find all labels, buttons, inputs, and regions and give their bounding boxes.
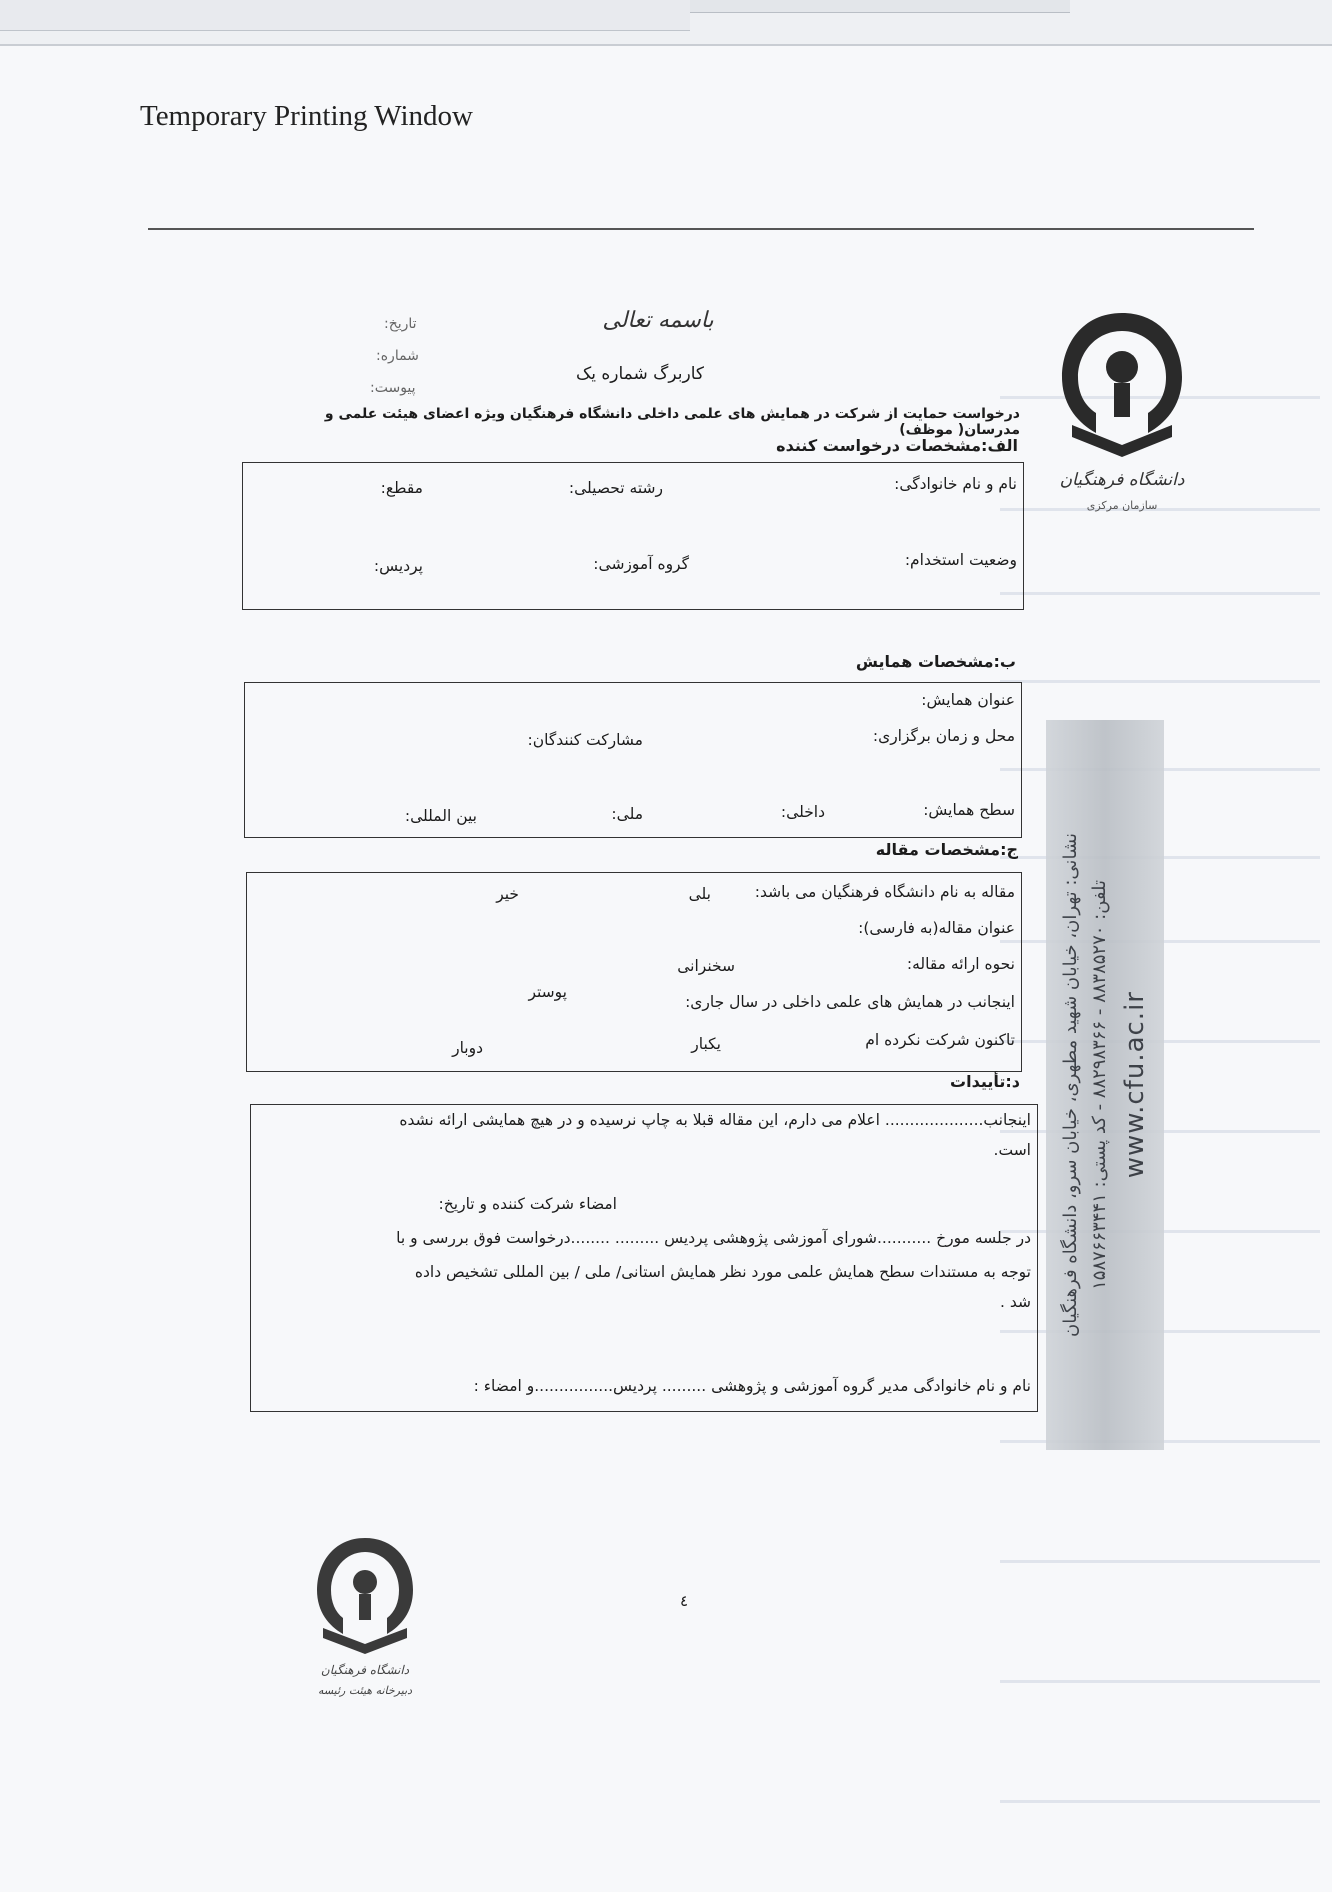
level-international: بین المللی: — [404, 807, 477, 825]
section-d-box — [250, 1104, 1038, 1412]
option-yes: بلی — [688, 885, 711, 903]
stamp-logo-name: دانشگاه فرهنگیان — [320, 1663, 410, 1677]
field-of-study-label: رشته تحصیلی: — [568, 479, 663, 497]
option-poster: پوستر — [528, 983, 567, 1001]
form-title: کاربرگ شماره یک — [576, 364, 704, 384]
option-no: خیر — [496, 885, 519, 903]
option-twice: دوبار — [452, 1039, 483, 1057]
page-edge — [690, 0, 1070, 13]
bleed-line — [1000, 1800, 1320, 1803]
signature-label: امضاء شرکت کننده و تاریخ: — [438, 1195, 617, 1213]
council-line-1: در جلسه مورخ ...........شورای آموزشی پژوهشی پردیس ......... ........درخواست فوق بررسی و با — [396, 1229, 1031, 1247]
council-line-3: شد . — [1000, 1293, 1031, 1311]
presentation-label: نحوه ارائه مقاله: — [906, 955, 1015, 973]
section-a-box — [242, 462, 1024, 610]
conference-title-label: عنوان همایش: — [921, 691, 1015, 709]
logo-name: دانشگاه فرهنگیان — [1059, 470, 1185, 490]
level-national: ملی: — [611, 805, 643, 823]
contact-url: www.cfu.ac.ir — [1120, 991, 1150, 1179]
bleed-line — [1000, 680, 1320, 683]
paper-title-label: عنوان مقاله(به فارسی): — [858, 919, 1015, 937]
declaration-line-1: اینجانب.................... اعلام می دارم، این مقاله قبلا به چاپ نرسیده و در هیچ همایشی ارائه نشده — [399, 1111, 1031, 1129]
contact-address: نشانی: تهران، خیابان شهید مطهری، خیابان سرو، دانشگاه فرهنگیان — [1060, 833, 1081, 1337]
page-number: ٤ — [680, 1592, 689, 1610]
print-window-title: Temporary Printing Window — [140, 100, 473, 132]
bleed-line — [1000, 1680, 1320, 1683]
venue-label: محل و زمان برگزاری: — [872, 727, 1015, 745]
dept-label: گروه آموزشی: — [593, 555, 689, 573]
council-line-2: توجه به مستندات سطح همایش علمی مورد نظر همایش استانی/ ملی / بین المللی تشخیص داده — [414, 1263, 1031, 1281]
name-label: نام و نام خانوادگی: — [894, 475, 1017, 493]
bismillah: باسمه تعالی — [602, 308, 714, 333]
section-a-heading: الف:مشخصات درخواست کننده — [776, 436, 1018, 455]
option-never: تاکنون شرکت نکرده ام — [865, 1031, 1015, 1049]
page-edge — [0, 0, 690, 31]
section-d-heading: د:تأییدات — [950, 1072, 1020, 1091]
section-c-heading: ج:مشخصات مقاله — [875, 840, 1018, 859]
employment-label: وضعیت استخدام: — [904, 551, 1017, 569]
campus-label: پردیس: — [373, 557, 423, 575]
contact-band-text — [1046, 720, 1164, 1450]
number-label: شماره: — [376, 348, 419, 364]
header-rule — [148, 228, 1254, 230]
stamp-caption: دبیرخانه هیئت رئیسه — [317, 1684, 413, 1697]
section-b-box — [244, 682, 1022, 838]
section-b-heading: ب:مشخصات همایش — [855, 652, 1016, 671]
contact-phone: تلفن: ۸۸۳۸۵۲۷۰ - ۸۸۲۹۸۳۶۶ - کد پستی: ۱۵۸۷۶۶۳۴۴۱ — [1089, 880, 1110, 1290]
option-once: یکبار — [691, 1035, 721, 1053]
declaration-line-2: است. — [993, 1141, 1031, 1159]
participants-label: مشارکت کنندگان: — [527, 731, 643, 749]
manager-line: نام و نام خانوادگی مدیر گروه آموزشی و پژوهشی ......... پردیس................و امضاء : — [473, 1377, 1031, 1395]
section-c-box — [246, 872, 1022, 1072]
logo-sub: سازمان مرکزی — [1086, 499, 1158, 512]
degree-label: مقطع: — [380, 479, 423, 497]
level-internal: داخلی: — [780, 803, 825, 821]
attachment-label: پیوست: — [370, 380, 416, 396]
date-label: تاریخ: — [384, 316, 417, 332]
option-oral: سخنرانی — [677, 957, 735, 975]
participation-question: اینجانب در همایش های علمی داخلی در سال جاری: — [685, 993, 1015, 1011]
bleed-line — [1000, 1560, 1320, 1563]
university-stamp-icon — [305, 1530, 425, 1700]
affiliation-question: مقاله به نام دانشگاه فرهنگیان می باشد: — [754, 883, 1015, 901]
bleed-line — [1000, 592, 1320, 595]
form-subject: درخواست حمایت از شرکت در همایش های علمی داخلی دانشگاه فرهنگیان ویژه اعضای هیئت علمی و مدرسان( موظف) — [324, 406, 1020, 438]
university-logo-icon — [1052, 305, 1192, 520]
level-label: سطح همایش: — [923, 801, 1015, 819]
